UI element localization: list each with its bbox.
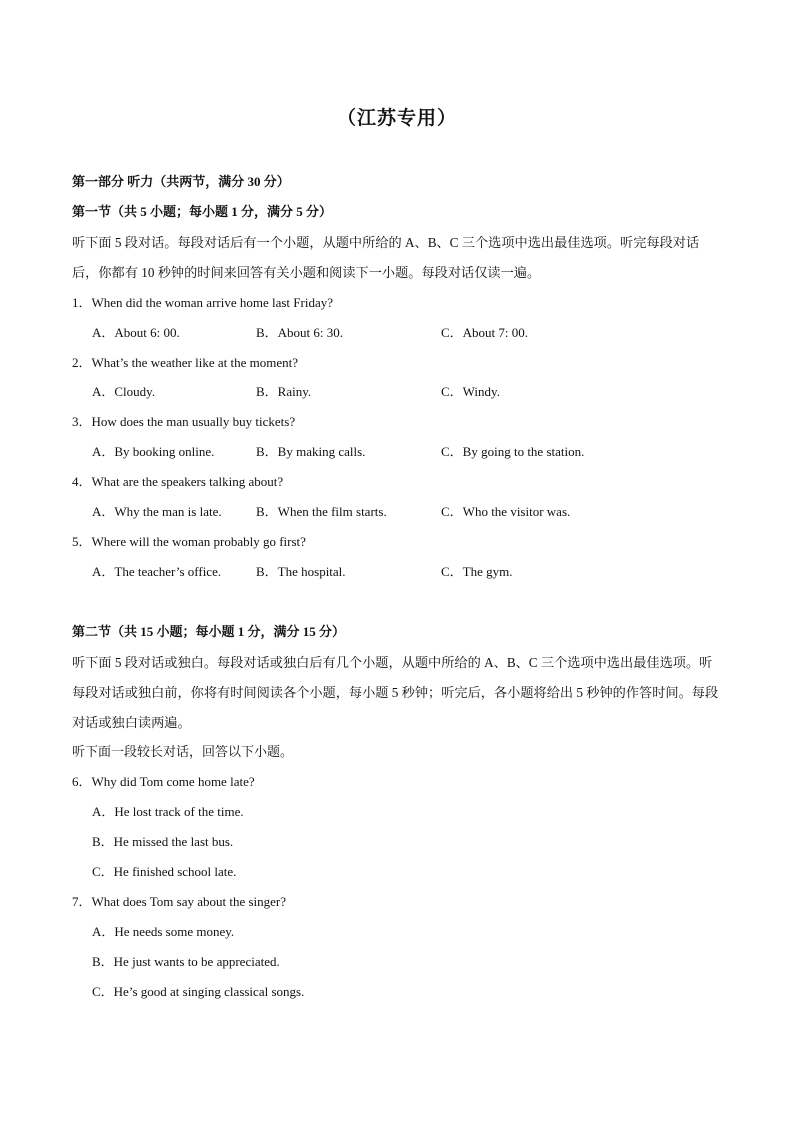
section1-heading: 第一节（共 5 小题；每小题 1 分，满分 5 分） [72,204,333,219]
option-c: C．The gym. [441,564,513,579]
option-c: C．Who the visitor was. [441,504,571,519]
question-stem: 1．When did the woman arrive home last Friday? [72,295,334,310]
option-a: A．By booking online. [92,444,215,459]
option-a: A．He lost track of the time. [92,804,244,819]
question-stem: 4．What are the speakers talking about? [72,474,284,489]
option-a: A．About 6: 00. [92,325,180,340]
option-a: A．Cloudy. [92,384,156,399]
option-b: B．The hospital. [256,564,346,579]
part1-heading: 第一部分 听力（共两节，满分 30 分） [72,174,290,189]
question-stem: 2．What’s the weather like at the moment? [72,355,298,370]
option-c: C．By going to the station. [441,444,585,459]
question-stem: 3．How does the man usually buy tickets? [72,414,296,429]
section2-heading: 第二节（共 15 小题；每小题 1 分，满分 15 分） [72,624,346,639]
option-a: A．Why the man is late. [92,504,222,519]
option-b: B．He missed the last bus. [92,834,234,849]
section2-instructions: 听下面 5 段对话或独白。每段对话或独白后有几个小题，从题中所给的 A、B、C 三个选项中选出最佳选项。听每段对话或独白前，你将有时间阅读各个小题，每小题 5 秒钟；听完后，各小题将给出 5 秒钟的作答时间。每段对话或独白读两遍。 [72,655,719,730]
option-b: B．About 6: 30. [256,325,344,340]
section1-instructions: 听下面 5 段对话。每段对话后有一个小题，从题中所给的 A、B、C 三个选项中选出最佳选项。听完每段对话后，你都有 10 秒钟的时间来回答有关小题和阅读下一小题。每段对话仅读一遍。 [72,235,700,280]
question-stem: 6．Why did Tom come home late? [72,774,255,789]
option-b: B．By making calls. [256,444,366,459]
sub-instruction: 听下面一段较长对话，回答以下小题。 [72,744,294,759]
option-c: C．He’s good at singing classical songs. [92,984,305,999]
option-c: C．About 7: 00. [441,325,529,340]
question-stem: 5．Where will the woman probably go first? [72,534,306,549]
page-title: （江苏专用） [336,108,457,129]
option-c: C．Windy. [441,384,500,399]
option-b: B．He just wants to be appreciated. [92,954,280,969]
option-b: B．When the film starts. [256,504,387,519]
option-a: A．The teacher’s office. [92,564,222,579]
option-a: A．He needs some money. [92,924,235,939]
option-b: B．Rainy. [256,384,312,399]
question-stem: 7．What does Tom say about the singer? [72,894,287,909]
option-c: C．He finished school late. [92,864,237,879]
